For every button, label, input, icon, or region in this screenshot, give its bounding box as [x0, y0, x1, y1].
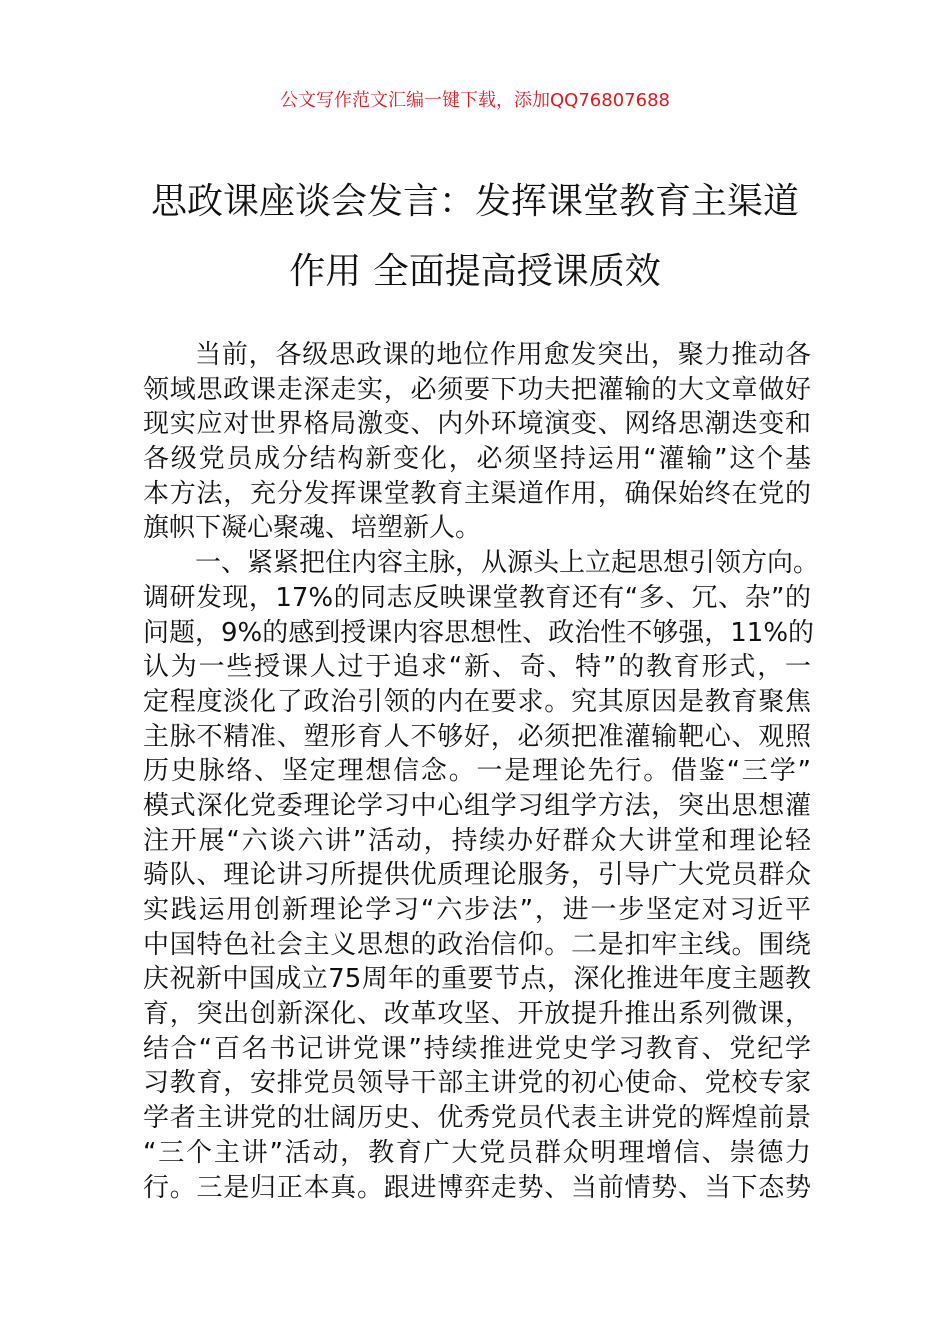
body-line: 问题，9%的感到授课内容思想性、政治性不够强，11%的	[143, 617, 815, 648]
body-line: 认为一些授课人过于追求“新、奇、特”的教育形式，一	[143, 652, 811, 683]
body-line: 骑队、理论讲习所提供优质理论服务，引导广大党员群众	[143, 860, 811, 891]
body-line: 旗帜下凝心聚魂、培塑新人。	[143, 513, 482, 544]
body-line: “三个主讲”活动，教育广大党员群众明理增信、崇德力	[143, 1137, 811, 1168]
body-line: 实践运用创新理论学习“六步法”，进一步坚定对习近平	[143, 895, 811, 925]
body-line: 庆祝新中国成立75周年的重要节点，深化推进年度主题教	[143, 964, 811, 995]
body-line: 中国特色社会主义思想的政治信仰。二是扣牢主线。围绕	[143, 929, 811, 960]
body-line: 注开展“六谈六讲”活动，持续办好群众大讲堂和理论轻	[143, 825, 811, 856]
body-line: 行。三是归正本真。跟进博弈走势、当前情势、当下态势	[143, 1172, 811, 1203]
body-line: 学者主讲党的壮阔历史、优秀党员代表主讲党的辉煌前景	[143, 1103, 811, 1134]
header-download-note: 公文写作范文汇编一键下载，添加QQ76807688	[280, 90, 670, 111]
title-line-1: 思政课座谈会发言：发挥课堂教育主渠道	[150, 181, 799, 222]
section-heading: 一、紧紧把住内容主脉，从源头上立起思想引领方向。	[195, 548, 820, 579]
body-line: 本方法，充分发挥课堂教育主渠道作用，确保始终在党的	[143, 478, 811, 509]
body-line: 结合“百名书记讲党课”持续推进党史学习教育、党纪学	[143, 1033, 811, 1064]
body-line: 调研发现，17%的同志反映课堂教育还有“多、冗、杂”的	[143, 582, 811, 613]
body-line: 现实应对世界格局激变、内外环境演变、网络思潮迭变和	[143, 409, 811, 440]
body-line: 育，突出创新深化、改革攻坚、开放提升推出系列微课，	[143, 999, 811, 1030]
body-line: 习教育，安排党员领导干部主讲党的初心使命、党校专家	[143, 1068, 811, 1099]
body-line: 定程度淡化了政治引领的内在要求。究其原因是教育聚焦	[143, 686, 811, 717]
body-line: 主脉不精准、塑形育人不够好，必须把准灌输靶心、观照	[143, 721, 811, 752]
body-line: 领域思政课走深走实，必须要下功夫把灌输的大文章做好	[143, 374, 811, 405]
title-line-2: 作用 全面提高授课质效	[289, 251, 661, 292]
body-line: 历史脉络、坚定理想信念。一是理论先行。借鉴“三学”	[143, 756, 811, 787]
body-line: 当前，各级思政课的地位作用愈发突出，聚力推动各	[195, 340, 811, 370]
document-body	[143, 338, 820, 1205]
body-line: 模式深化党委理论学习中心组学习组学方法，突出思想灌	[143, 790, 811, 821]
body-line: 各级党员成分结构新变化，必须坚持运用“灌输”这个基	[143, 444, 811, 475]
